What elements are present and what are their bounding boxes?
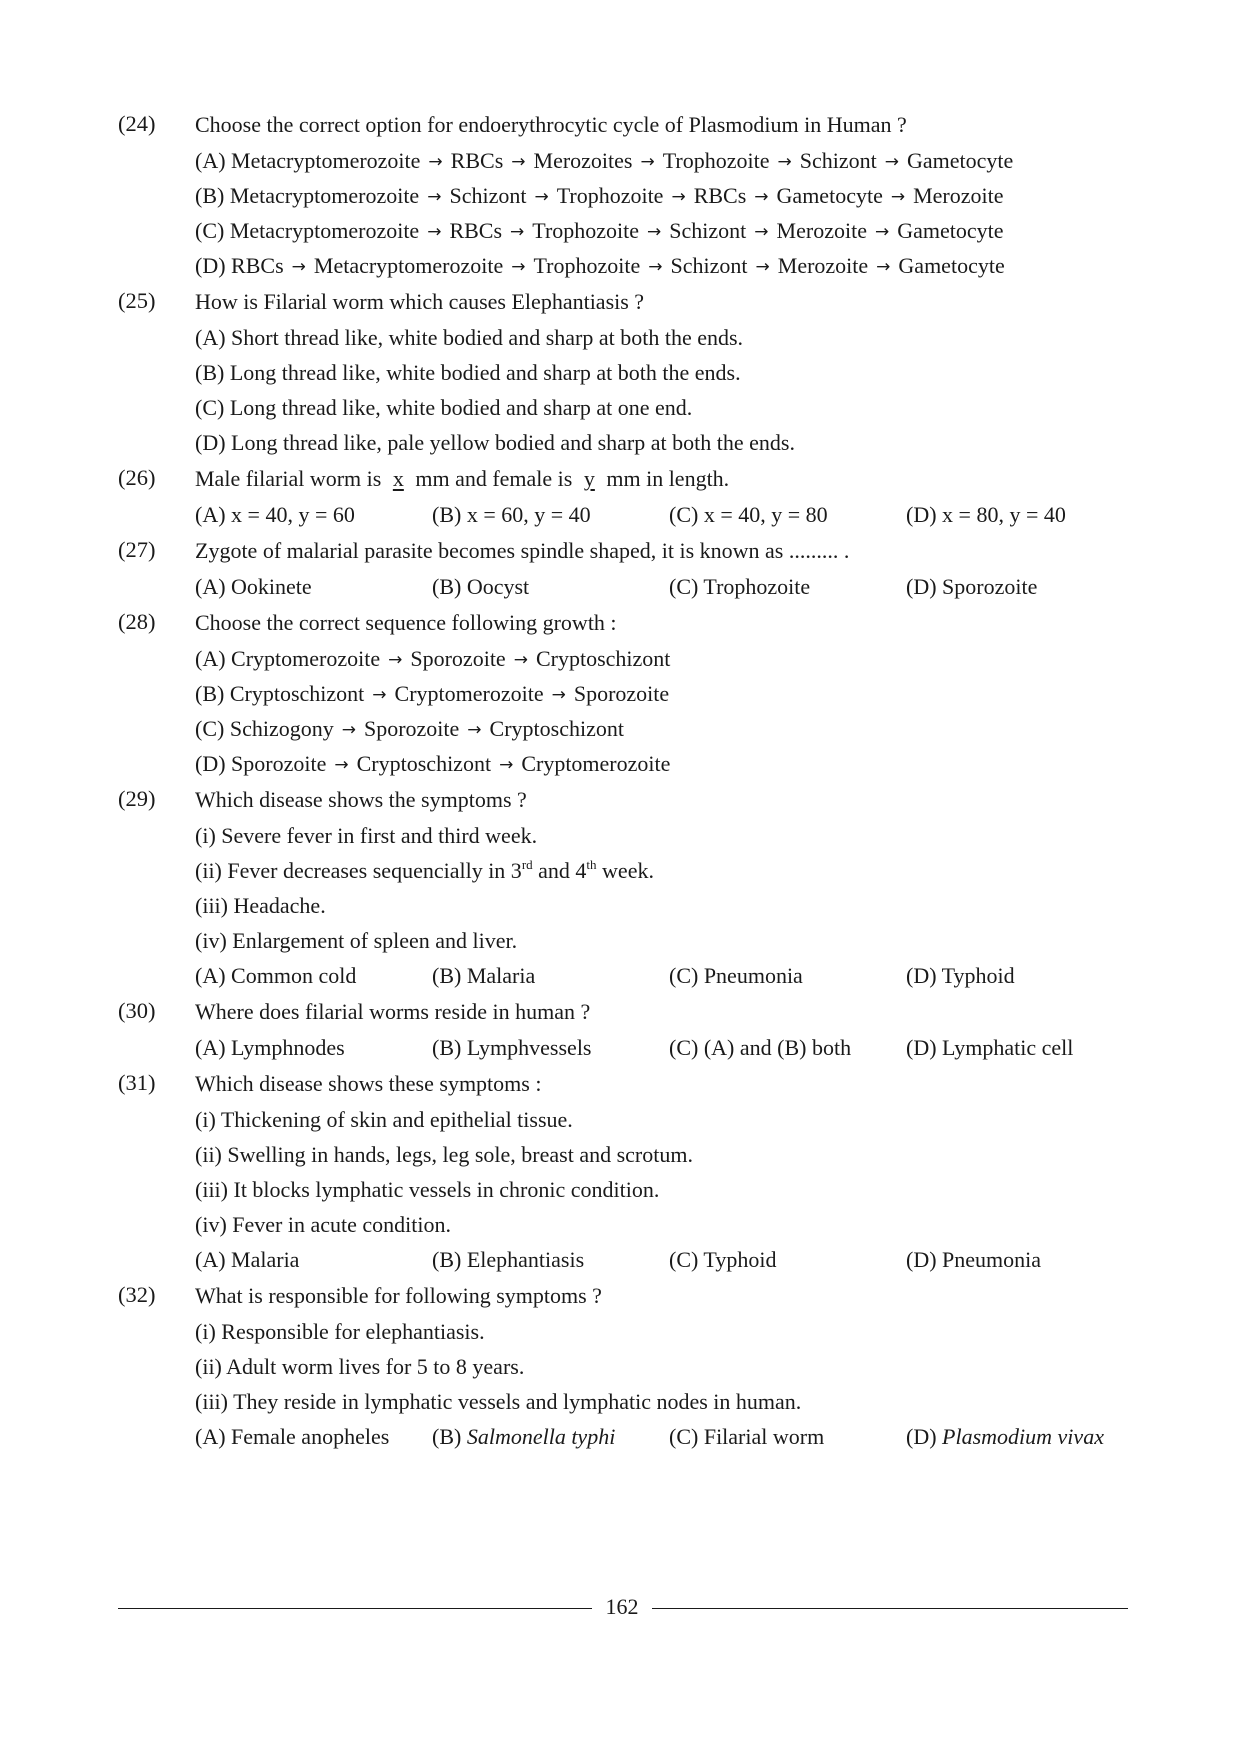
question xyxy=(118,604,1128,781)
question xyxy=(118,460,1128,532)
answer-option: (D) Lymphatic cell xyxy=(906,1035,1074,1060)
arrow-icon: → xyxy=(291,257,306,277)
symptom-item: (iii) It blocks lymphatic vessels in chronic condition. xyxy=(195,1177,660,1202)
sequence-step: Metacryptomerozoite xyxy=(229,183,420,208)
question-stem: Choose the correct sequence following growth : xyxy=(195,610,617,635)
options-row xyxy=(195,1419,1128,1454)
stem-text: mm in length. xyxy=(600,466,730,491)
arrow-icon: → xyxy=(648,257,663,277)
question-list xyxy=(118,106,1128,1454)
answer-option: (A) Common cold xyxy=(195,963,357,988)
sequence-step: Merozoite xyxy=(777,253,869,278)
sequence-step: RBCs xyxy=(449,218,503,243)
arrow-icon: → xyxy=(511,152,526,172)
answer-option: (C) Trophozoite xyxy=(669,574,811,599)
sequence-option xyxy=(195,248,1128,283)
option-label: (D) xyxy=(195,253,226,278)
question-body xyxy=(195,460,1128,532)
question-stem: Where does filarial worms reside in human ? xyxy=(195,999,591,1024)
question-number: (28) xyxy=(118,609,156,634)
arrow-icon: → xyxy=(551,685,566,705)
question-number: (32) xyxy=(118,1282,156,1307)
option-text: Plasmodium vivax xyxy=(942,1424,1104,1449)
sequence-step: RBCs xyxy=(231,253,284,278)
arrow-icon: → xyxy=(510,222,525,242)
stem-text: mm and female is xyxy=(409,466,578,491)
sequence-step: Sporozoite xyxy=(410,646,506,671)
arrow-icon: → xyxy=(388,650,403,670)
symptom-item: (iii) Headache. xyxy=(195,893,326,918)
arrow-icon: → xyxy=(499,755,514,775)
symptom-item: (ii) Adult worm lives for 5 to 8 years. xyxy=(195,1354,525,1379)
arrow-icon: → xyxy=(372,685,387,705)
sequence-step: Metacryptomerozoite xyxy=(229,218,420,243)
sequence-step: Gametocyte xyxy=(898,253,1005,278)
sequence-step: RBCs xyxy=(450,148,504,173)
answer-option: (B) Lymphvessels xyxy=(432,1035,592,1060)
question-body xyxy=(195,604,1128,781)
question-stem: Choose the correct option for endoerythrocytic cycle of Plasmodium in Human ? xyxy=(195,112,907,137)
question-number: (29) xyxy=(118,786,156,811)
sequence-step: Trophozoite xyxy=(662,148,770,173)
answer-option: (D) Sporozoite xyxy=(906,574,1038,599)
answer-option xyxy=(195,1419,432,1454)
arrow-icon: → xyxy=(334,755,349,775)
sequence-step: Merozoite xyxy=(913,183,1004,208)
arrow-icon: → xyxy=(534,187,549,207)
sequence-step: Sporozoite xyxy=(363,716,460,741)
arrow-icon: → xyxy=(511,257,526,277)
question xyxy=(118,1065,1128,1277)
arrow-icon: → xyxy=(777,152,792,172)
arrow-icon: → xyxy=(754,187,769,207)
options-row xyxy=(195,1242,1128,1277)
question-number: (25) xyxy=(118,288,156,313)
sequence-option xyxy=(195,213,1128,248)
sequence-option xyxy=(195,143,1128,178)
answer-option: (B) x = 60, y = 40 xyxy=(432,502,591,527)
answer-option xyxy=(906,1419,1146,1454)
sequence-step: Metacryptomerozoite xyxy=(313,253,504,278)
sequence-step: Gametocyte xyxy=(897,218,1004,243)
blank-variable: y xyxy=(583,466,595,491)
sequence-step: Schizont xyxy=(449,183,527,208)
sequence-step: Trophozoite xyxy=(532,218,640,243)
sequence-step: Cryptoschizont xyxy=(229,681,365,706)
option-text: Filarial worm xyxy=(703,1424,825,1449)
answer-option: (B) Malaria xyxy=(432,963,536,988)
question xyxy=(118,106,1128,283)
answer-option: (B) Oocyst xyxy=(432,574,530,599)
arrow-icon: → xyxy=(876,257,891,277)
options-row xyxy=(195,569,1128,604)
sequence-step: Cryptomerozoite xyxy=(231,646,381,671)
blank-variable: x xyxy=(392,466,404,491)
question-number: (31) xyxy=(118,1070,156,1095)
options-row xyxy=(195,497,1128,532)
sequence-step: Trophozoite xyxy=(556,183,664,208)
symptom-item: (ii) Swelling in hands, legs, leg sole, breast and scrotum. xyxy=(195,1142,693,1167)
arrow-icon: → xyxy=(671,187,686,207)
sequence-step: Cryptoschizont xyxy=(356,751,492,776)
footer-rule-right xyxy=(652,1608,1128,1609)
symptom-item xyxy=(195,853,1128,888)
options-row xyxy=(195,958,1128,993)
arrow-icon: → xyxy=(427,222,442,242)
sequence-option xyxy=(195,711,1128,746)
option-label: (C) xyxy=(669,1424,704,1449)
answer-option: (C) x = 40, y = 80 xyxy=(669,502,828,527)
arrow-icon: → xyxy=(647,222,662,242)
question-stem: Which disease shows these symptoms : xyxy=(195,1071,542,1096)
symptom-item: (i) Severe fever in first and third week. xyxy=(195,823,538,848)
sequence-step: Gametocyte xyxy=(776,183,883,208)
superscript: th xyxy=(586,857,597,872)
answer-option: (A) Ookinete xyxy=(195,574,312,599)
sequence-step: Metacryptomerozoite xyxy=(231,148,421,173)
sequence-step: Sporozoite xyxy=(231,751,327,776)
arrow-icon: → xyxy=(640,152,655,172)
sequence-step: Schizont xyxy=(669,218,747,243)
arrow-icon: → xyxy=(890,187,906,207)
question-stem: Which disease shows the symptoms ? xyxy=(195,787,527,812)
sequence-step: RBCs xyxy=(693,183,747,208)
symptom-item: (i) Thickening of skin and epithelial tissue. xyxy=(195,1107,573,1132)
sequence-step: Sporozoite xyxy=(573,681,670,706)
sequence-step: Schizont xyxy=(799,148,877,173)
question-stem: Zygote of malarial parasite becomes spindle shaped, it is known as ......... . xyxy=(195,538,850,563)
sequence-step: Cryptomerozoite xyxy=(394,681,544,706)
answer-option: (A) Lymphnodes xyxy=(195,1035,345,1060)
answer-option: (D) Pneumonia xyxy=(906,1247,1042,1272)
page-number: 162 xyxy=(605,1594,639,1619)
answer-option: (B) Elephantiasis xyxy=(432,1247,585,1272)
sequence-step: Schizogony xyxy=(229,716,334,741)
sequence-step: Merozoites xyxy=(533,148,633,173)
option-label: (A) xyxy=(195,148,226,173)
question-body xyxy=(195,532,1128,604)
arrow-icon: → xyxy=(427,187,442,207)
symptom-text: (ii) Fever decreases sequencially in 3 xyxy=(195,858,522,883)
option-label: (C) xyxy=(195,218,225,243)
symptom-item: (iii) They reside in lymphatic vessels and lymphatic nodes in human. xyxy=(195,1389,802,1414)
answer-option: (C) Typhoid xyxy=(669,1247,777,1272)
question-number: (26) xyxy=(118,465,156,490)
symptom-item: (iv) Fever in acute condition. xyxy=(195,1212,451,1237)
arrow-icon: → xyxy=(341,720,356,740)
answer-option: (D) x = 80, y = 40 xyxy=(906,502,1066,527)
sequence-option xyxy=(195,676,1128,711)
question-body xyxy=(195,106,1128,283)
question xyxy=(118,993,1128,1065)
answer-option: (C) Long thread like, white bodied and sharp at one end. xyxy=(195,395,693,420)
option-label: (A) xyxy=(195,1424,232,1449)
arrow-icon: → xyxy=(874,222,890,242)
question-body xyxy=(195,993,1128,1065)
answer-option xyxy=(669,1419,906,1454)
question-body xyxy=(195,781,1128,993)
question-number: (24) xyxy=(118,111,156,136)
stem-text: Male filarial worm is xyxy=(195,466,387,491)
question-number: (30) xyxy=(118,998,156,1023)
option-label: (D) xyxy=(195,751,226,776)
answer-option: (D) Typhoid xyxy=(906,963,1015,988)
option-label: (B) xyxy=(195,681,225,706)
footer-rule-left xyxy=(118,1608,592,1609)
symptom-item: (iv) Enlargement of spleen and liver. xyxy=(195,928,518,953)
sequence-step: Merozoite xyxy=(776,218,867,243)
options-row xyxy=(195,1030,1128,1065)
answer-option: (B) Long thread like, white bodied and sharp at both the ends. xyxy=(195,360,741,385)
sequence-option xyxy=(195,178,1128,213)
question xyxy=(118,781,1128,993)
question-body xyxy=(195,1277,1128,1454)
question xyxy=(118,1277,1128,1454)
option-label: (B) xyxy=(432,1424,467,1449)
arrow-icon: → xyxy=(467,720,482,740)
answer-option: (C) (A) and (B) both xyxy=(669,1035,852,1060)
question-body xyxy=(195,283,1128,460)
superscript: rd xyxy=(521,857,533,872)
option-label: (C) xyxy=(195,716,225,741)
sequence-step: Schizont xyxy=(670,253,748,278)
answer-option xyxy=(432,1419,669,1454)
sequence-step: Gametocyte xyxy=(906,148,1014,173)
question xyxy=(118,283,1128,460)
answer-option: (C) Pneumonia xyxy=(669,963,803,988)
option-text: Salmonella typhi xyxy=(466,1424,616,1449)
question xyxy=(118,532,1128,604)
answer-option: (A) Malaria xyxy=(195,1247,300,1272)
option-text: Female anopheles xyxy=(231,1424,390,1449)
sequence-step: Cryptomerozoite xyxy=(521,751,671,776)
symptom-item: (i) Responsible for elephantiasis. xyxy=(195,1319,485,1344)
arrow-icon: → xyxy=(755,257,770,277)
arrow-icon: → xyxy=(513,650,528,670)
symptom-text: week. xyxy=(596,858,654,883)
question-number: (27) xyxy=(118,537,156,562)
answer-option: (D) Long thread like, pale yellow bodied and sharp at both the ends. xyxy=(195,430,795,455)
question-stem: What is responsible for following symptoms ? xyxy=(195,1283,602,1308)
sequence-option xyxy=(195,641,1128,676)
question-stem xyxy=(195,460,1128,497)
question-stem: How is Filarial worm which causes Elephantiasis ? xyxy=(195,289,645,314)
question-body xyxy=(195,1065,1128,1277)
sequence-option xyxy=(195,746,1128,781)
answer-option: (A) Short thread like, white bodied and sharp at both the ends. xyxy=(195,325,744,350)
symptom-text: and 4 xyxy=(532,858,587,883)
answer-option: (A) x = 40, y = 60 xyxy=(195,502,355,527)
sequence-step: Cryptoschizont xyxy=(535,646,671,671)
option-label: (B) xyxy=(195,183,225,208)
arrow-icon: → xyxy=(884,152,899,172)
sequence-step: Trophozoite xyxy=(533,253,641,278)
option-label: (A) xyxy=(195,646,226,671)
arrow-icon: → xyxy=(428,152,443,172)
page-footer xyxy=(118,1592,1128,1622)
sequence-step: Cryptoschizont xyxy=(489,716,624,741)
arrow-icon: → xyxy=(754,222,769,242)
option-label: (D) xyxy=(906,1424,943,1449)
